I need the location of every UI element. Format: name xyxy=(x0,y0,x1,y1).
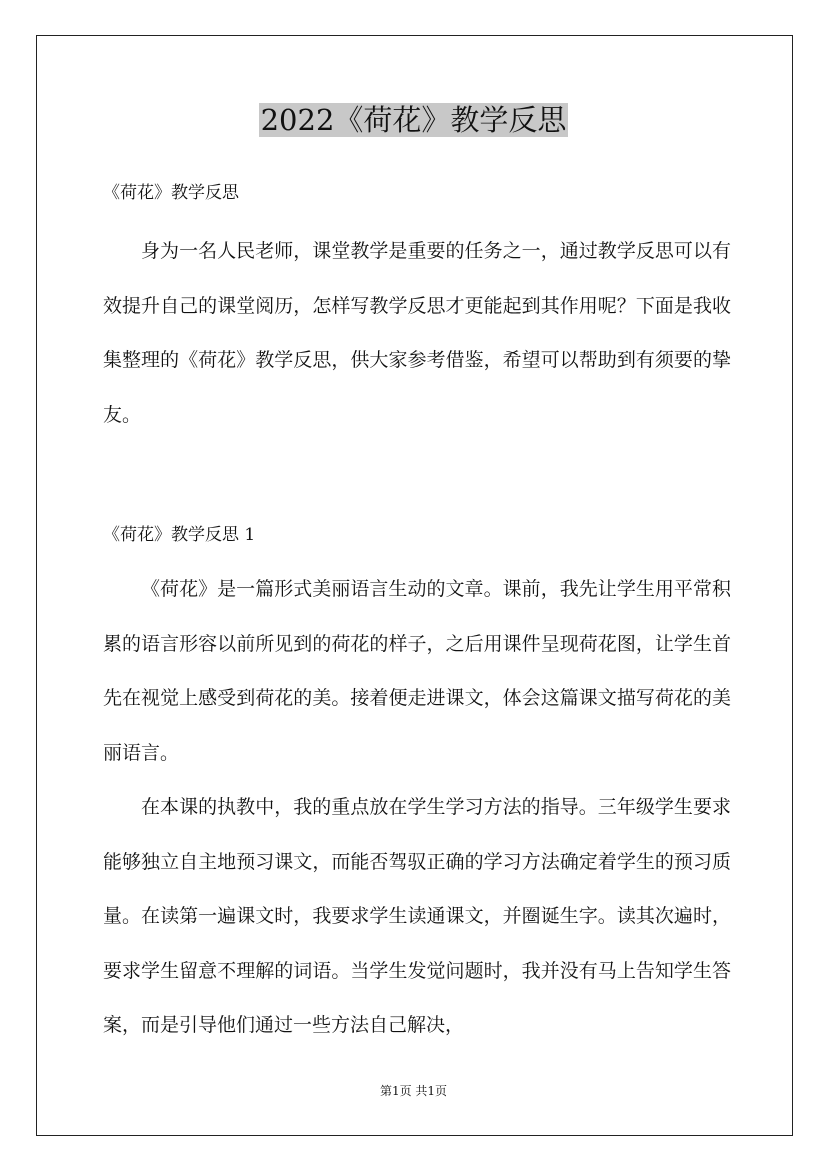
page-footer: 第1页 共1页 xyxy=(379,1084,448,1098)
document-body xyxy=(103,176,731,1053)
section-1-paragraph-2: 在本课的执教中，我的重点放在学生学习方法的指导。三年级学生要求能够独立自主地预习课文，而能否驾驭正确的学习方法确定着学生的预习质量。在读第一遍课文时，我要求学生读通课文，并圈诞生字。读其次遍时，要求学生留意不理解的词语。当学生发觉问题时，我并没有马上告知学生答案，而是引导他们通过一些方法自己解决， xyxy=(103,796,731,1036)
document-title xyxy=(0,100,827,140)
intro-paragraph: 身为一名人民老师，课堂教学是重要的任务之一，通过教学反思可以有效提升自己的课堂阅历，怎样写教学反思才更能起到其作用呢？下面是我收集整理的《荷花》教学反思，供大家参考借鉴，希望可以帮助到有须要的挚友。 xyxy=(103,240,731,426)
section-1-paragraph-1: 《荷花》是一篇形式美丽语言生动的文章。课前，我先让学生用平常积累的语言形容以前所见到的荷花的样子，之后用课件呈现荷花图，让学生首先在视觉上感受到荷花的美。接着便走进课文，体会这篇课文描写荷花的美丽语言。 xyxy=(103,578,731,764)
section-1-heading: 《荷花》教学反思 1 xyxy=(103,525,256,545)
intro-heading: 《荷花》教学反思 xyxy=(103,183,239,203)
document-title-text: 2022《荷花》教学反思 xyxy=(260,103,567,137)
